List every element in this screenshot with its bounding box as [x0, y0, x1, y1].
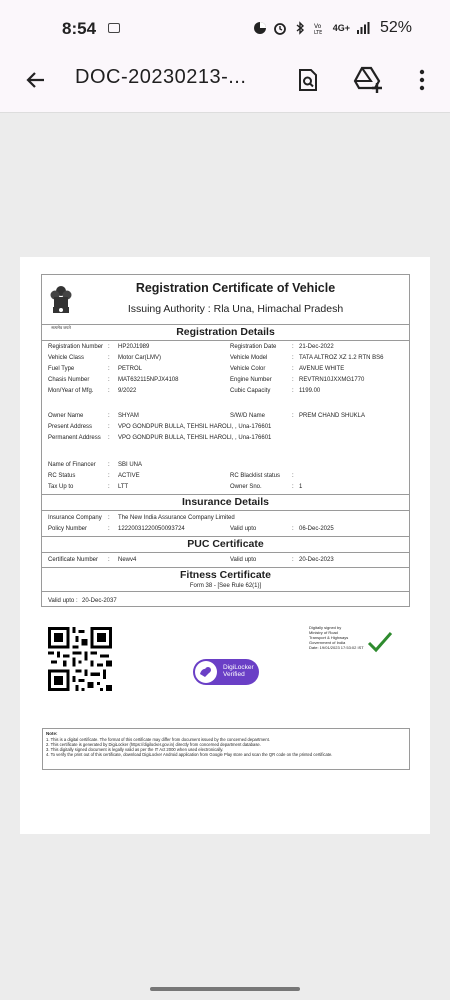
field-colon: :: [292, 413, 294, 419]
detail-row: [48, 513, 408, 523]
field-colon: :: [292, 366, 294, 372]
field-colon: :: [292, 473, 294, 479]
field-colon: :: [292, 388, 294, 394]
divider: [42, 567, 409, 568]
divider: [42, 324, 409, 325]
field-label: RC Status: [48, 473, 76, 479]
data-saver-icon: [253, 21, 267, 35]
field-label: Mon/Year of Mfg.: [48, 388, 94, 394]
field-value: REVTRN10JXXMG1770: [299, 377, 365, 383]
field-colon: :: [108, 413, 110, 419]
field-label: Registration Number: [48, 344, 104, 350]
notes-box: [42, 728, 410, 770]
field-label: Tax Up to: [48, 484, 74, 490]
issuing-authority: Issuing Authority : Rla Una, Himachal Pradesh: [127, 303, 344, 315]
field-value: 12220031220050093724: [118, 526, 185, 532]
divider: [42, 510, 409, 511]
field-label: Vehicle Model: [230, 355, 268, 361]
field-value: Motor Car(LMV): [118, 355, 162, 361]
field-colon: :: [108, 344, 110, 350]
fitness-form-reference: Form 38 - [See Rule 62(1)]: [189, 583, 262, 589]
field-label: Permanent Address: [48, 435, 101, 441]
field-label: Insurance Company: [48, 515, 102, 521]
field-colon: :: [76, 598, 78, 604]
field-colon: :: [108, 473, 110, 479]
field-label: RC Blacklist status: [230, 473, 281, 479]
volte-icon: [313, 21, 327, 35]
detail-row: [48, 471, 408, 481]
qr-code: [48, 627, 112, 691]
field-value: 9/2022: [118, 388, 137, 394]
field-colon: :: [292, 355, 294, 361]
detail-row: [48, 524, 408, 534]
field-colon: :: [292, 377, 294, 383]
back-button[interactable]: [22, 66, 50, 94]
field-label: Owner Sno.: [230, 484, 262, 490]
app-bar: [0, 58, 450, 113]
field-colon: :: [108, 515, 110, 521]
status-icons: [253, 19, 412, 37]
field-label: Valid upto: [230, 526, 257, 532]
more-vert-icon: [419, 69, 425, 91]
battery-level: 52%: [379, 19, 412, 36]
svg-text:LTE: LTE: [313, 30, 323, 35]
field-colon: :: [108, 388, 110, 394]
detail-row: [48, 375, 408, 385]
field-colon: :: [108, 424, 110, 430]
field-label: Engine Number: [230, 377, 272, 383]
field-value: TATA ALTROZ XZ 1.2 RTN BS6: [299, 355, 384, 361]
divider: [42, 591, 409, 592]
find-in-document-button[interactable]: [292, 64, 324, 96]
status-bar: [0, 0, 450, 58]
field-value: SBI UNA: [118, 462, 143, 468]
detail-row: [48, 596, 408, 606]
field-colon: :: [292, 484, 294, 490]
fitness-certificate-heading: Fitness Certificate: [179, 569, 272, 581]
field-label: Fuel Type: [48, 366, 75, 372]
field-value: 20-Dec-2037: [82, 598, 117, 604]
digilocker-line1: DigiLocker: [223, 664, 254, 671]
more-options-button[interactable]: [406, 64, 438, 96]
field-colon: :: [108, 355, 110, 361]
detail-row: [48, 422, 408, 432]
field-colon: :: [108, 484, 110, 490]
detail-row: [48, 364, 408, 374]
field-value: Newv4: [118, 557, 137, 563]
field-label: Vehicle Color: [230, 366, 266, 372]
field-label: Certificate Number: [48, 557, 99, 563]
field-label: Valid upto: [48, 598, 75, 604]
field-value: The New India Assurance Company Limited: [118, 515, 235, 521]
signature-text: [309, 625, 371, 650]
field-value: PREM CHAND SHUKLA: [299, 413, 366, 419]
field-value: ACTIVE: [118, 473, 140, 479]
field-colon: :: [108, 366, 110, 372]
field-label: Cubic Capacity: [230, 388, 271, 394]
field-label: Owner Name: [48, 413, 84, 419]
detail-row: [48, 411, 408, 421]
note-line: 3. This digitally signed document is legally valid as per the IT Act 2000 when used electronically.: [46, 746, 224, 752]
svg-text:Vo: Vo: [313, 23, 322, 30]
verified-check-icon: [367, 631, 393, 653]
digilocker-label: [223, 664, 254, 678]
insurance-details-heading: Insurance Details: [182, 496, 269, 508]
signature-line: Ministry of Road: [309, 630, 338, 635]
field-colon: :: [108, 462, 110, 468]
signature-line: Date: 19/01/2023 17:53:02 IST: [309, 645, 364, 650]
field-value: VPO GONDPUR BULLA, TEHSIL HAROLI, , Una-176601: [118, 424, 272, 430]
detail-row: [48, 460, 408, 470]
digital-signature: [307, 625, 397, 675]
divider: [42, 340, 409, 341]
note-line: 4. To verify the print out of this certificate, download DigiLocker Android application from Google Play store and scan the QR code on the printed certificate.: [46, 751, 333, 757]
field-label: Vehicle Class: [48, 355, 85, 361]
field-colon: :: [108, 557, 110, 563]
field-value: SHYAM: [118, 413, 139, 419]
field-label: Registration Date: [230, 344, 277, 350]
field-label: Chasis Number: [48, 377, 90, 383]
signature-line: Government of India: [309, 640, 346, 645]
drive-add-icon: [353, 66, 383, 94]
network-type: 4G+: [332, 23, 350, 33]
field-colon: :: [108, 526, 110, 532]
field-value: 1: [299, 484, 303, 490]
puc-certificate-heading: PUC Certificate: [187, 538, 264, 550]
digilocker-line2: Verified: [223, 671, 245, 678]
detail-row: [48, 353, 408, 363]
registration-details-heading: Registration Details: [176, 326, 275, 338]
field-value: PETROL: [118, 366, 143, 372]
search-document-icon: [297, 68, 319, 92]
signature-line: Transport & Highways: [309, 635, 349, 640]
signature-line: Digitally signed by: [309, 625, 342, 630]
detail-row: [48, 482, 408, 492]
field-value: 21-Dec-2022: [299, 344, 334, 350]
field-label: Name of Financer: [48, 462, 96, 468]
field-value: LTT: [118, 484, 129, 490]
field-value: 06-Dec-2025: [299, 526, 334, 532]
bluetooth-icon: [293, 21, 307, 35]
field-colon: :: [292, 526, 294, 532]
field-value: 20-Dec-2023: [299, 557, 334, 563]
field-value: MAT632115NPJX4108: [118, 377, 179, 383]
alarm-icon: [273, 21, 287, 35]
note-line: 1. This is a digital certificate. The format of this certificate may differ from document issued by the concerned department.: [46, 736, 270, 742]
status-time: 8:54: [62, 19, 97, 38]
field-label: S/W/D Name: [230, 413, 266, 419]
field-colon: :: [108, 435, 110, 441]
field-colon: :: [292, 557, 294, 563]
digilocker-verified-badge[interactable]: [193, 658, 259, 686]
field-value: 1199.00: [299, 388, 321, 394]
document-page: [20, 257, 430, 834]
divider: [42, 536, 409, 537]
briefcase-icon: [108, 23, 120, 33]
divider: [42, 494, 409, 495]
field-label: Present Address: [48, 424, 93, 430]
field-colon: :: [292, 344, 294, 350]
field-label: Valid upto: [230, 557, 257, 563]
field-value: AVENUE WHITE: [299, 366, 345, 372]
certificate-frame: [41, 274, 410, 607]
document-title: DOC-20230213-...: [75, 66, 247, 88]
detail-row: [48, 555, 408, 565]
detail-row: [48, 342, 408, 352]
detail-row: [48, 386, 408, 396]
certificate-title: Registration Certificate of Vehicle: [135, 281, 336, 295]
save-to-drive-button[interactable]: [352, 64, 384, 96]
emblem-caption: सत्यमेव जयते: [51, 325, 71, 330]
back-arrow-icon: [24, 68, 48, 92]
divider: [42, 552, 409, 553]
home-indicator[interactable]: [150, 987, 300, 991]
notes-heading: Note:: [46, 731, 58, 736]
field-value: VPO GONDPUR BULLA, TEHSIL HAROLI, , Una-176601: [118, 435, 272, 441]
field-label: Policy Number: [48, 526, 88, 532]
note-line: 2. This certificate is generated by DigiLocker (https://digilocker.gov.in) directly from concerned department database.: [46, 741, 261, 747]
field-value: HP20J1989: [118, 344, 150, 350]
detail-row: [48, 433, 408, 443]
field-colon: :: [108, 377, 110, 383]
signal-icon: [356, 21, 370, 35]
